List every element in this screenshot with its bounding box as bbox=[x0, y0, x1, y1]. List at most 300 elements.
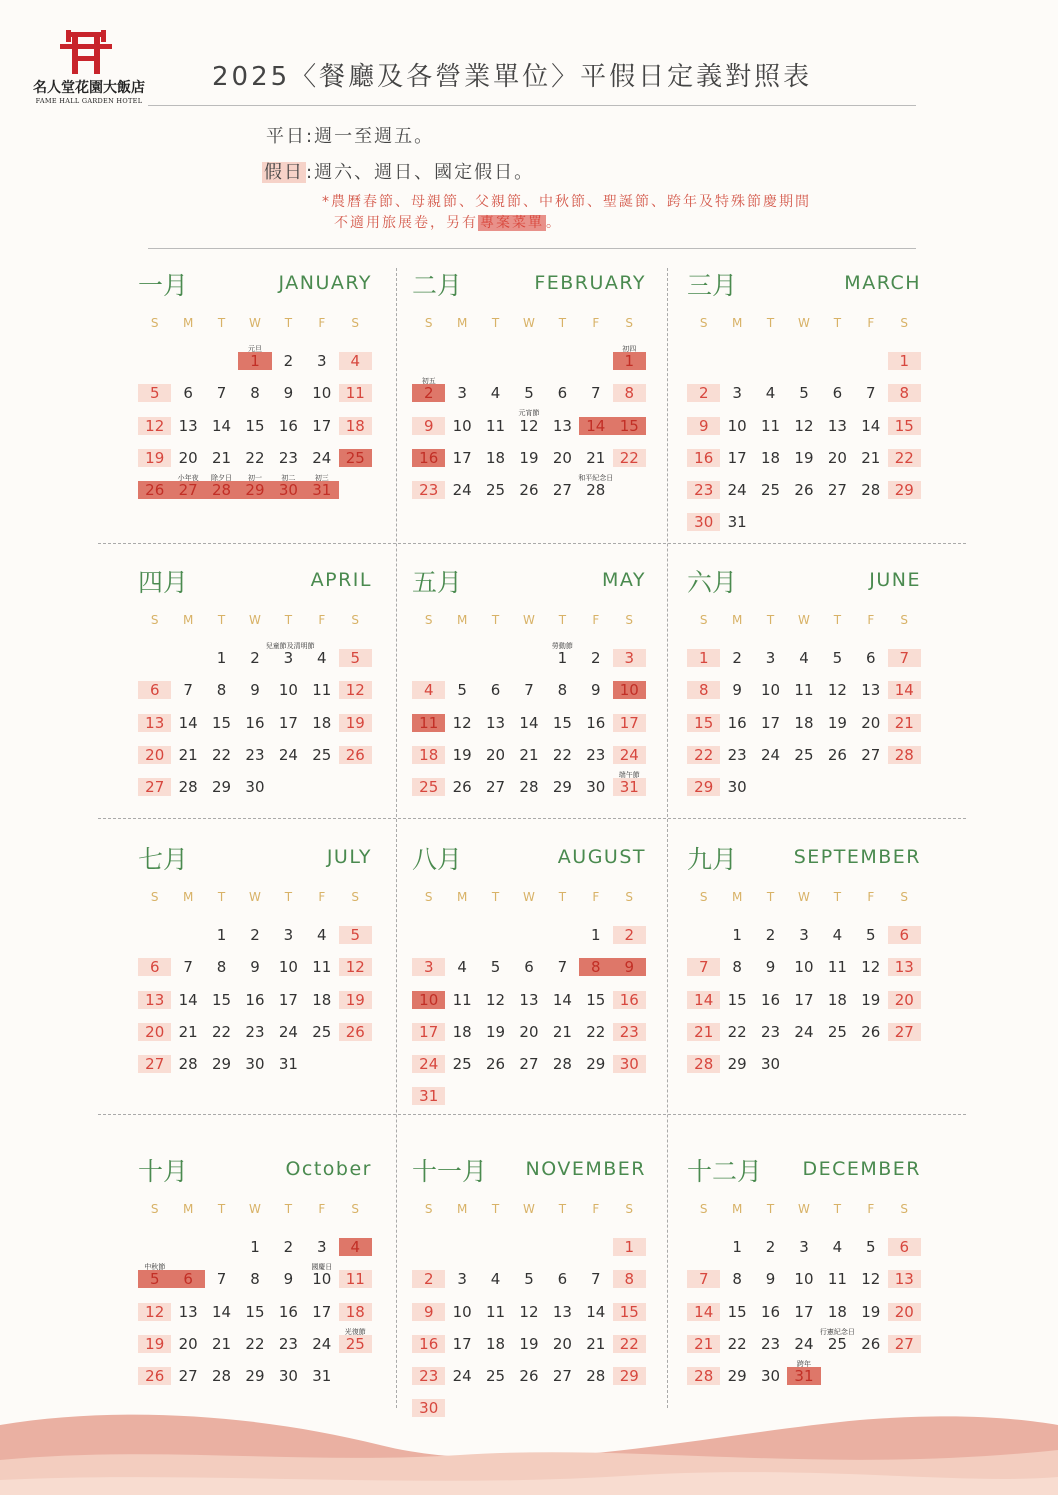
day-cell bbox=[339, 643, 372, 675]
day-number: 26 bbox=[339, 746, 372, 764]
day-number: 24 bbox=[613, 746, 646, 764]
day-number: 20 bbox=[861, 713, 881, 732]
day-grid bbox=[138, 643, 372, 804]
day-cell bbox=[888, 1296, 921, 1328]
day-number: 12 bbox=[138, 417, 171, 435]
weekday-label: T bbox=[833, 613, 842, 627]
day-cell bbox=[479, 1361, 512, 1393]
day-number: 7 bbox=[866, 384, 876, 403]
day-cell bbox=[412, 475, 445, 507]
day-number: 5 bbox=[339, 926, 372, 944]
weekday-label: T bbox=[766, 316, 775, 330]
weekday-label: W bbox=[249, 890, 261, 904]
day-cell bbox=[339, 1017, 372, 1049]
day-cell bbox=[579, 1329, 612, 1361]
day-cell bbox=[238, 772, 271, 804]
day-number: 6 bbox=[490, 681, 501, 700]
month-name-en: APRIL bbox=[310, 569, 372, 591]
day-number: 14 bbox=[212, 416, 232, 435]
day-cell bbox=[479, 675, 512, 707]
month-september bbox=[687, 840, 921, 1100]
day-cell bbox=[821, 1329, 854, 1361]
day-cell bbox=[512, 675, 545, 707]
day-number: 27 bbox=[552, 480, 572, 499]
holiday-label: 端午節 bbox=[618, 770, 640, 779]
day-number: 23 bbox=[278, 448, 298, 467]
month-name-zh: 五月 bbox=[412, 568, 463, 597]
empty-cell bbox=[479, 346, 512, 378]
day-cell bbox=[888, 475, 921, 507]
day-number: 7 bbox=[557, 958, 568, 977]
day-cell bbox=[754, 675, 787, 707]
day-cell bbox=[720, 984, 753, 1016]
empty-cell bbox=[171, 643, 204, 675]
day-cell bbox=[512, 740, 545, 772]
weekday-header bbox=[687, 890, 921, 904]
day-cell bbox=[720, 772, 753, 804]
weekday-label: S bbox=[900, 316, 909, 330]
day-number: 30 bbox=[278, 1366, 298, 1385]
day-number: 12 bbox=[794, 416, 814, 435]
day-cell bbox=[821, 1264, 854, 1296]
holiday-label: 元旦 bbox=[247, 345, 262, 353]
day-number: 24 bbox=[794, 1022, 814, 1041]
day-cell bbox=[305, 475, 338, 507]
day-number: 19 bbox=[486, 1022, 506, 1041]
empty-cell bbox=[754, 346, 787, 378]
month-name-zh: 三月 bbox=[687, 271, 738, 300]
day-cell bbox=[512, 1264, 545, 1296]
note-line-2 bbox=[334, 212, 562, 232]
day-number: 8 bbox=[732, 958, 742, 977]
month-april bbox=[138, 563, 372, 823]
day-cell bbox=[265, 642, 315, 675]
day-number: 6 bbox=[557, 1270, 568, 1289]
empty-cell bbox=[512, 346, 545, 378]
day-number: 19 bbox=[339, 714, 372, 732]
day-cell bbox=[238, 378, 271, 410]
day-cell bbox=[238, 1264, 271, 1296]
day-number: 25 bbox=[452, 1054, 472, 1073]
day-number: 28 bbox=[861, 480, 881, 499]
day-cell bbox=[412, 1017, 445, 1049]
weekday-label: T bbox=[766, 890, 775, 904]
day-number: 23 bbox=[727, 745, 747, 764]
month-name-zh: 八月 bbox=[412, 845, 463, 874]
day-number: 18 bbox=[339, 1303, 372, 1321]
weekday-label: W bbox=[798, 1202, 810, 1216]
day-number: 13 bbox=[861, 681, 881, 700]
day-grid bbox=[138, 346, 372, 507]
day-cell bbox=[412, 707, 445, 739]
month-july bbox=[138, 840, 372, 1100]
day-number: 6 bbox=[832, 384, 843, 403]
day-cell bbox=[888, 346, 921, 378]
month-january bbox=[138, 266, 372, 526]
weekday-label: W bbox=[798, 890, 810, 904]
day-cell bbox=[512, 1296, 545, 1328]
weekday-label: T bbox=[284, 316, 293, 330]
day-cell bbox=[479, 443, 512, 475]
day-cell bbox=[821, 1296, 854, 1328]
day-cell bbox=[787, 707, 820, 739]
day-cell bbox=[512, 1049, 545, 1081]
day-number: 19 bbox=[861, 990, 881, 1009]
day-cell bbox=[479, 772, 512, 804]
day-cell bbox=[445, 1296, 478, 1328]
month-name-zh: 九月 bbox=[687, 845, 738, 874]
day-number: 11 bbox=[827, 1270, 847, 1289]
holiday-label: 小年夜 bbox=[177, 473, 199, 482]
holiday-label: 元宵節 bbox=[518, 409, 540, 418]
day-number: 24 bbox=[452, 1366, 472, 1385]
day-cell bbox=[720, 740, 753, 772]
day-number: 25 bbox=[339, 1335, 372, 1353]
day-number: 15 bbox=[613, 1303, 646, 1321]
weekday-label: F bbox=[592, 1202, 600, 1216]
weekday-label: M bbox=[456, 890, 468, 904]
day-number: 23 bbox=[761, 1334, 781, 1353]
day-cell bbox=[138, 1296, 171, 1328]
day-number: 31 bbox=[312, 1366, 332, 1385]
day-number: 20 bbox=[138, 746, 171, 764]
day-number: 3 bbox=[799, 926, 809, 945]
day-cell bbox=[754, 1296, 787, 1328]
day-cell bbox=[546, 675, 579, 707]
day-number: 30 bbox=[245, 1054, 265, 1073]
day-cell bbox=[546, 378, 579, 410]
day-number: 17 bbox=[794, 1302, 814, 1321]
day-number: 31 bbox=[727, 513, 747, 532]
day-cell bbox=[821, 1017, 854, 1049]
empty-cell bbox=[412, 920, 445, 952]
weekday-label: M bbox=[182, 890, 194, 904]
month-name-en: FEBRUARY bbox=[534, 272, 646, 294]
day-number: 10 bbox=[727, 416, 747, 435]
day-cell bbox=[754, 984, 787, 1016]
day-cell bbox=[238, 1296, 271, 1328]
day-cell bbox=[205, 984, 238, 1016]
month-name-en: SEPTEMBER bbox=[793, 846, 921, 868]
holiday-text: :週六、週日、國定假日。 bbox=[306, 162, 535, 183]
weekday-label: S bbox=[699, 890, 708, 904]
weekday-label: F bbox=[867, 890, 875, 904]
day-number: 13 bbox=[827, 416, 847, 435]
day-cell bbox=[579, 443, 612, 475]
day-number: 15 bbox=[586, 990, 606, 1009]
weekday-label: W bbox=[523, 316, 535, 330]
day-number: 4 bbox=[339, 352, 372, 370]
day-cell bbox=[205, 1296, 238, 1328]
month-name-zh: 一月 bbox=[138, 271, 189, 300]
day-cell bbox=[138, 443, 171, 475]
day-number: 4 bbox=[832, 1238, 843, 1257]
empty-cell bbox=[445, 920, 478, 952]
day-number: 17 bbox=[452, 1334, 472, 1353]
day-number: 7 bbox=[216, 1270, 227, 1289]
day-number: 19 bbox=[138, 1335, 171, 1353]
day-number: 24 bbox=[412, 1055, 445, 1073]
day-cell bbox=[412, 1049, 445, 1081]
day-number: 16 bbox=[613, 991, 646, 1009]
weekday-label: W bbox=[249, 613, 261, 627]
day-number: 5 bbox=[832, 649, 843, 668]
weekday-label: T bbox=[558, 316, 567, 330]
holiday-label: 初二 bbox=[281, 473, 296, 482]
day-number: 9 bbox=[412, 1303, 445, 1321]
day-number: 18 bbox=[452, 1022, 472, 1041]
day-number: 19 bbox=[519, 1334, 539, 1353]
day-cell bbox=[720, 952, 753, 984]
day-cell bbox=[305, 378, 338, 410]
day-cell bbox=[720, 378, 753, 410]
day-grid bbox=[687, 1232, 921, 1393]
day-cell bbox=[754, 1049, 787, 1081]
day-grid bbox=[138, 1232, 372, 1393]
day-cell bbox=[138, 952, 171, 984]
day-number: 6 bbox=[866, 649, 876, 668]
day-number: 10 bbox=[613, 681, 646, 699]
day-number: 8 bbox=[687, 681, 720, 699]
day-number: 14 bbox=[519, 713, 539, 732]
day-number: 14 bbox=[586, 1302, 606, 1321]
day-number: 14 bbox=[212, 1302, 232, 1321]
day-cell bbox=[546, 443, 579, 475]
day-number: 26 bbox=[519, 480, 539, 499]
day-number: 8 bbox=[732, 1270, 742, 1289]
day-cell bbox=[720, 1264, 753, 1296]
weekday-text: :週一至週五。 bbox=[306, 126, 435, 147]
day-number: 2 bbox=[250, 649, 260, 668]
day-number: 10 bbox=[312, 384, 332, 403]
day-number: 16 bbox=[586, 713, 606, 732]
day-number: 3 bbox=[457, 1270, 467, 1289]
day-number: 19 bbox=[794, 448, 814, 467]
day-cell bbox=[888, 378, 921, 410]
day-number: 22 bbox=[888, 449, 921, 467]
day-cell bbox=[720, 443, 753, 475]
day-cell bbox=[613, 1049, 646, 1081]
day-cell bbox=[171, 984, 204, 1016]
empty-cell bbox=[138, 346, 171, 378]
day-number: 13 bbox=[138, 991, 171, 1009]
day-number: 15 bbox=[245, 416, 265, 435]
day-number: 3 bbox=[412, 958, 445, 976]
weekday-label: M bbox=[182, 1202, 194, 1216]
day-cell bbox=[205, 1264, 238, 1296]
day-number: 8 bbox=[250, 1270, 260, 1289]
day-cell bbox=[205, 1017, 238, 1049]
day-cell bbox=[412, 443, 445, 475]
day-cell bbox=[687, 443, 720, 475]
day-cell bbox=[445, 952, 478, 984]
day-number: 7 bbox=[524, 681, 534, 700]
weekday-label: S bbox=[699, 316, 708, 330]
day-cell bbox=[138, 740, 171, 772]
day-number: 9 bbox=[250, 958, 260, 977]
day-cell bbox=[272, 1017, 305, 1049]
day-number: 13 bbox=[178, 416, 198, 435]
day-cell bbox=[546, 1296, 579, 1328]
empty-cell bbox=[479, 920, 512, 952]
weekday-label: S bbox=[900, 613, 909, 627]
day-number: 21 bbox=[888, 714, 921, 732]
day-number: 3 bbox=[457, 384, 467, 403]
day-cell bbox=[138, 1049, 171, 1081]
day-number: 8 bbox=[250, 384, 260, 403]
weekday-label: W bbox=[523, 613, 535, 627]
day-number: 17 bbox=[278, 713, 298, 732]
day-number: 28 bbox=[687, 1055, 720, 1073]
page-title: 2025〈餐廳及各營業單位〉平假日定義對照表 bbox=[212, 62, 813, 92]
month-name-zh: 十月 bbox=[138, 1157, 189, 1186]
day-number: 23 bbox=[687, 481, 720, 499]
day-cell bbox=[579, 740, 612, 772]
day-cell bbox=[412, 772, 445, 804]
day-number: 22 bbox=[613, 1335, 646, 1353]
day-number: 18 bbox=[827, 1302, 847, 1321]
empty-cell bbox=[579, 1232, 612, 1264]
empty-cell bbox=[445, 346, 478, 378]
day-number: 12 bbox=[339, 958, 372, 976]
day-cell bbox=[854, 707, 887, 739]
day-number: 9 bbox=[765, 958, 776, 977]
day-cell bbox=[754, 920, 787, 952]
weekday-label: S bbox=[150, 613, 159, 627]
day-number: 29 bbox=[238, 481, 271, 499]
day-cell bbox=[579, 984, 612, 1016]
day-number: 24 bbox=[761, 745, 781, 764]
day-cell bbox=[720, 1329, 753, 1361]
day-number: 27 bbox=[888, 1335, 921, 1353]
day-cell bbox=[445, 707, 478, 739]
day-cell bbox=[305, 410, 338, 442]
day-number: 11 bbox=[761, 416, 781, 435]
day-cell bbox=[854, 984, 887, 1016]
day-cell bbox=[479, 952, 512, 984]
day-cell bbox=[171, 1296, 204, 1328]
weekday-label: T bbox=[766, 613, 775, 627]
weekday-header bbox=[687, 613, 921, 627]
day-cell bbox=[138, 1329, 171, 1361]
weekday-label: W bbox=[249, 316, 261, 330]
day-number: 18 bbox=[339, 417, 372, 435]
day-number: 17 bbox=[312, 1302, 332, 1321]
weekday-header bbox=[138, 316, 372, 330]
empty-cell bbox=[546, 346, 579, 378]
day-number: 18 bbox=[486, 448, 506, 467]
day-cell bbox=[238, 443, 271, 475]
day-cell bbox=[305, 740, 338, 772]
day-cell bbox=[305, 675, 338, 707]
day-cell bbox=[412, 1329, 445, 1361]
weekday-label: W bbox=[798, 613, 810, 627]
day-number: 20 bbox=[178, 448, 198, 467]
day-cell bbox=[205, 772, 238, 804]
day-cell bbox=[687, 378, 720, 410]
day-cell bbox=[687, 1361, 720, 1393]
day-number: 22 bbox=[727, 1334, 747, 1353]
day-number: 28 bbox=[178, 777, 198, 796]
day-number: 14 bbox=[687, 1303, 720, 1321]
day-number: 15 bbox=[687, 714, 720, 732]
day-cell bbox=[171, 1329, 204, 1361]
day-cell bbox=[305, 346, 338, 378]
day-grid bbox=[412, 643, 646, 804]
day-cell bbox=[305, 920, 338, 952]
day-cell bbox=[412, 1081, 445, 1113]
note-line-1: *農曆春節、母親節、父親節、中秋節、聖誕節、跨年及特殊節慶期間 bbox=[322, 194, 811, 210]
day-cell bbox=[171, 1361, 204, 1393]
day-cell bbox=[613, 740, 646, 772]
month-name-en: DECEMBER bbox=[802, 1158, 921, 1180]
day-number: 21 bbox=[861, 448, 881, 467]
weekday-label: T bbox=[491, 890, 500, 904]
day-number: 27 bbox=[178, 1366, 198, 1385]
day-cell bbox=[412, 1264, 445, 1296]
day-number: 31 bbox=[305, 481, 338, 499]
day-number: 27 bbox=[519, 1054, 539, 1073]
weekday-label: S bbox=[625, 316, 634, 330]
day-cell bbox=[579, 1296, 612, 1328]
month-name-zh: 六月 bbox=[687, 568, 738, 597]
day-cell bbox=[546, 1017, 579, 1049]
weekday-label: T bbox=[833, 316, 842, 330]
holiday-label: 兒童節及清明節 bbox=[265, 642, 315, 650]
day-cell bbox=[613, 378, 646, 410]
day-number: 15 bbox=[888, 417, 921, 435]
day-cell bbox=[720, 410, 753, 442]
note-end: 。 bbox=[546, 215, 562, 231]
day-number: 24 bbox=[312, 1334, 332, 1353]
holiday-label: 中秋節 bbox=[144, 1263, 166, 1272]
day-cell bbox=[613, 707, 646, 739]
day-number: 7 bbox=[216, 384, 227, 403]
holiday-definition bbox=[262, 158, 534, 184]
weekday-label: M bbox=[456, 613, 468, 627]
day-cell bbox=[787, 984, 820, 1016]
day-cell bbox=[479, 1264, 512, 1296]
weekday-header bbox=[138, 613, 372, 627]
day-cell bbox=[687, 675, 720, 707]
day-number: 1 bbox=[732, 926, 742, 945]
month-name-en: October bbox=[285, 1158, 372, 1180]
day-number: 29 bbox=[212, 1054, 232, 1073]
month-name-zh: 十二月 bbox=[687, 1157, 763, 1186]
day-cell bbox=[512, 1329, 545, 1361]
day-cell bbox=[579, 1264, 612, 1296]
day-cell bbox=[339, 707, 372, 739]
weekday-label: T bbox=[217, 613, 226, 627]
day-number: 17 bbox=[278, 990, 298, 1009]
day-cell bbox=[687, 740, 720, 772]
day-cell bbox=[238, 1049, 271, 1081]
day-number: 20 bbox=[519, 1022, 539, 1041]
day-number: 2 bbox=[732, 649, 742, 668]
day-number: 5 bbox=[457, 681, 467, 700]
day-cell bbox=[238, 707, 271, 739]
day-cell bbox=[305, 1296, 338, 1328]
day-number: 5 bbox=[339, 649, 372, 667]
day-number: 28 bbox=[205, 481, 238, 499]
day-number: 21 bbox=[178, 1022, 198, 1041]
day-cell bbox=[579, 1017, 612, 1049]
day-cell bbox=[445, 1017, 478, 1049]
empty-cell bbox=[821, 346, 854, 378]
day-cell bbox=[272, 920, 305, 952]
day-number: 5 bbox=[138, 384, 171, 402]
day-number: 22 bbox=[727, 1022, 747, 1041]
